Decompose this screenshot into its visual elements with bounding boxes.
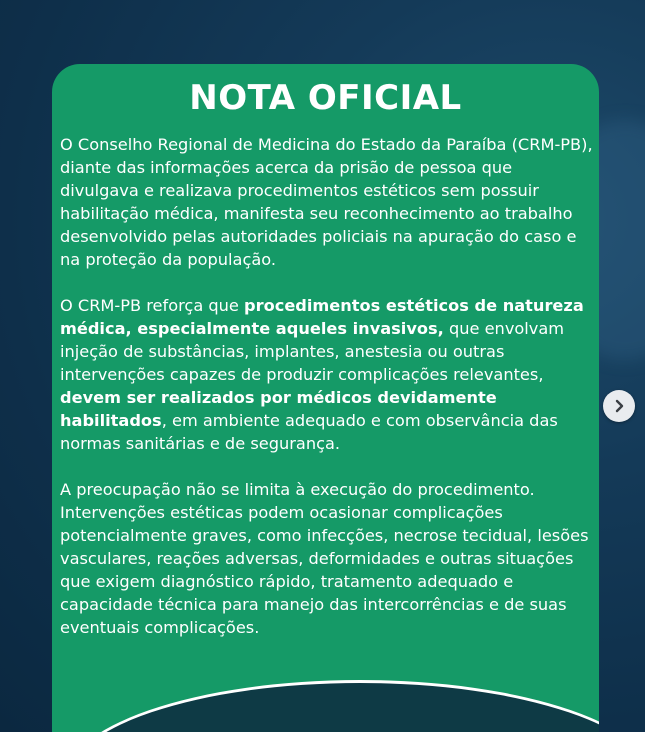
paragraph-2-part-2: que envolvam injeção de substâncias, implantes, anestesia ou outras intervenções capazes de produzir complicações relevantes,	[60, 319, 565, 384]
carousel-next-button[interactable]	[603, 390, 635, 422]
paragraph-2-bold-1: procedimentos estéticos de natureza médica, especialmente aqueles invasivos,	[60, 296, 584, 338]
paragraph-1: O Conselho Regional de Medicina do Estado da Paraíba (CRM-PB), diante das informações acerca da prisão de pessoa que divulgava e realizava procedimentos estéticos sem possuir habilitação médica, manifesta seu reconhecimento ao trabalho desenvolvido pelas autoridades policiais na apuração do caso e na proteção da população.	[60, 135, 593, 269]
chevron-right-icon	[612, 399, 626, 413]
paragraph-2	[60, 294, 594, 455]
post-title: NOTA OFICIAL	[189, 78, 462, 118]
paragraph-2-part-1: O CRM-PB reforça que	[60, 296, 245, 315]
paragraph-2-bold-2: devem ser realizados por médicos devidamente habilitados	[60, 388, 497, 430]
post-body	[60, 133, 594, 662]
paragraph-2-part-3: , em ambiente adequado e com observância das normas sanitárias e de segurança.	[60, 411, 558, 453]
post-image-card	[52, 64, 599, 732]
paragraph-3: A preocupação não se limita à execução do procedimento. Intervenções estéticas podem ocasionar complicações potencialmente graves, como infecções, necrose tecidual, lesões vasculares, reações adversas, deformidades e outras situações que exigem diagnóstico rápido, tratamento adequado e capacidade técnica para manejo das intercorrências e de suas eventuais complicações.	[60, 480, 589, 637]
decorative-arch	[62, 680, 599, 732]
